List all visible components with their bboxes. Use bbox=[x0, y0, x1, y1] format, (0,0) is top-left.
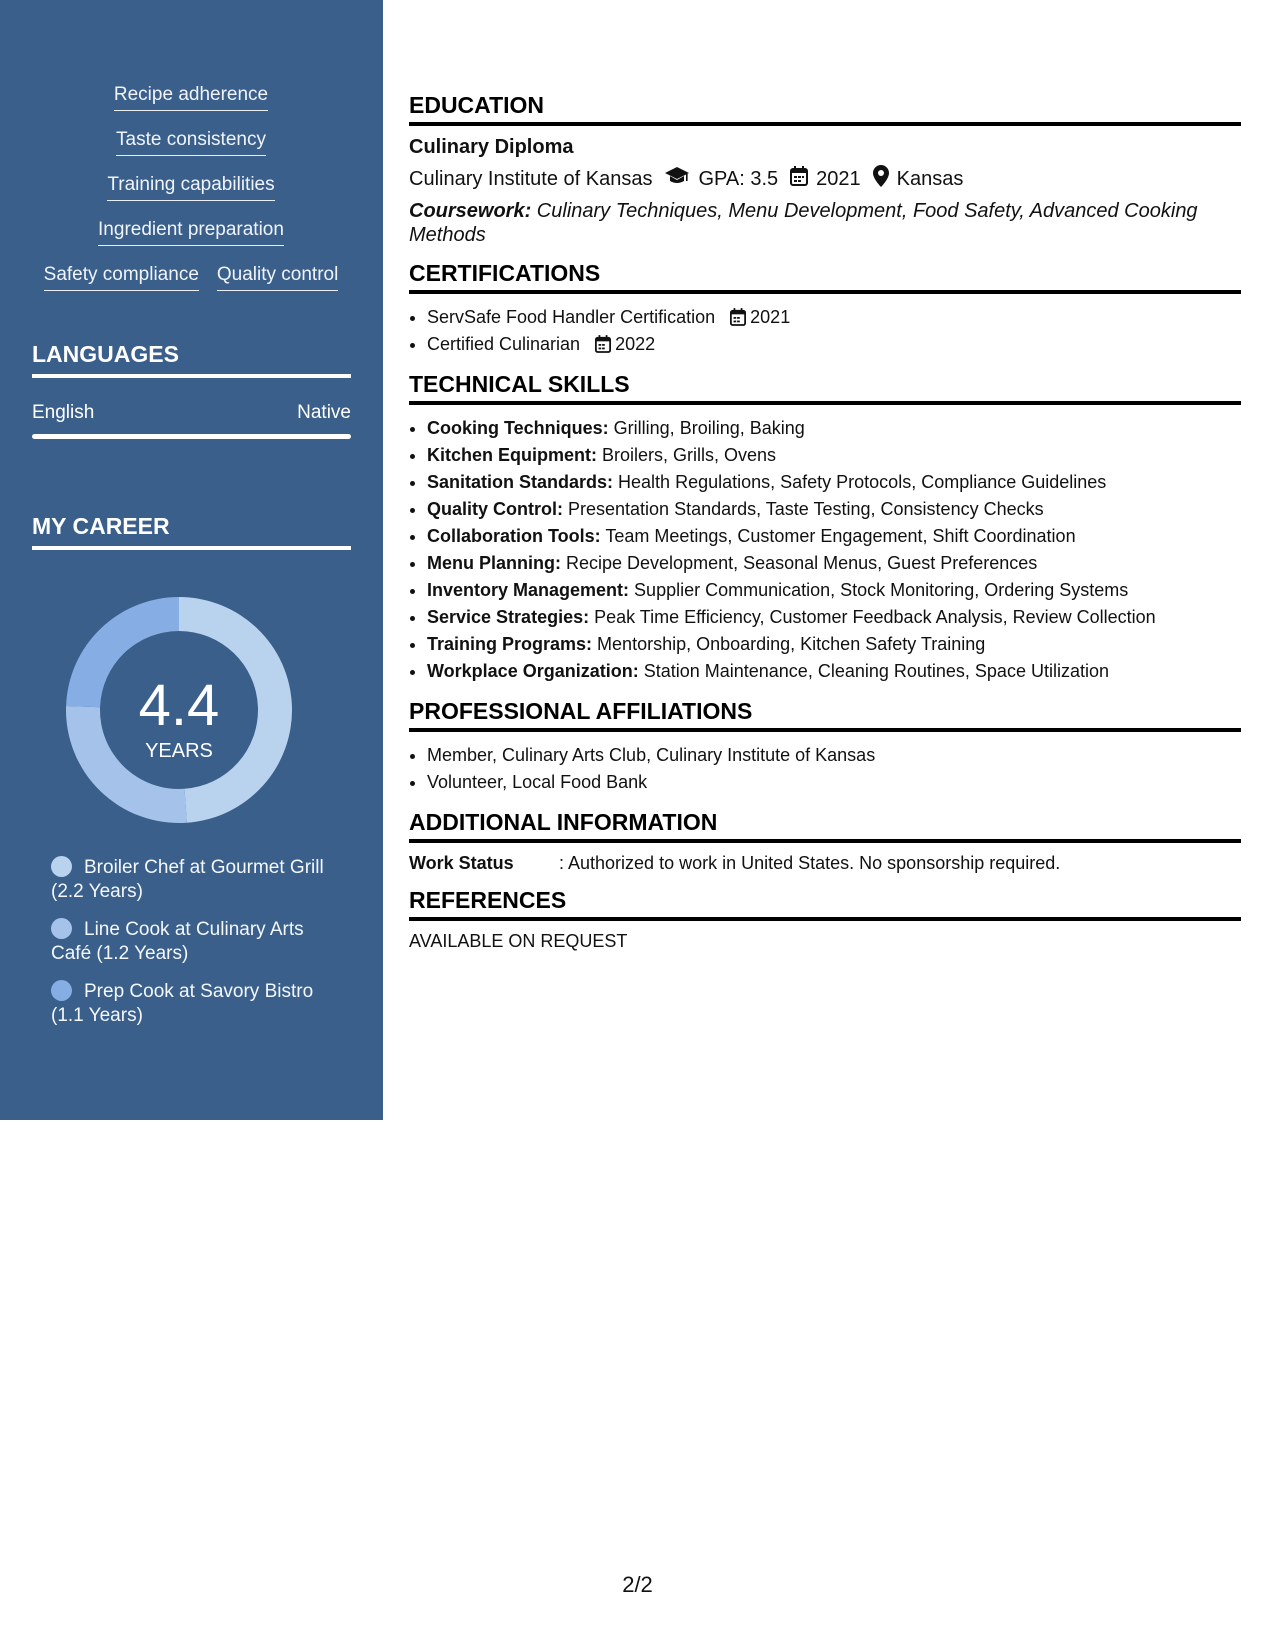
technical-skill-item bbox=[427, 469, 1241, 496]
skill-category: Kitchen Equipment: bbox=[427, 445, 597, 465]
career-dot bbox=[51, 918, 72, 939]
certification-year: 2021 bbox=[750, 307, 791, 327]
languages-heading: LANGUAGES bbox=[32, 341, 351, 378]
technical-skill-item bbox=[427, 550, 1241, 577]
certification-item bbox=[427, 304, 1241, 331]
career-heading: MY CAREER bbox=[32, 513, 351, 550]
skill-values: Mentorship, Onboarding, Kitchen Safety Training bbox=[592, 634, 986, 654]
skill-category: Inventory Management: bbox=[427, 580, 630, 600]
career-item bbox=[51, 918, 341, 966]
main-content bbox=[409, 92, 1241, 965]
work-status-label: Work Status bbox=[409, 853, 514, 873]
skill-tag: Ingredient preparation bbox=[98, 215, 284, 246]
affiliation-item: • Volunteer, Local Food Bank bbox=[427, 769, 1241, 796]
additional-info-section bbox=[409, 809, 1241, 874]
language-row bbox=[32, 402, 351, 424]
skill-tag: Recipe adherence bbox=[114, 80, 268, 111]
skill-category: Quality Control: bbox=[427, 499, 563, 519]
career-years-label: YEARS bbox=[145, 740, 213, 762]
career-item-text: Line Cook at Culinary Arts Café (1.2 Years) bbox=[51, 919, 304, 964]
skill-values: Team Meetings, Customer Engagement, Shift Coordination bbox=[600, 526, 1076, 546]
references-section bbox=[409, 887, 1241, 952]
certification-name: Certified Culinarian bbox=[427, 334, 581, 354]
skill-values: Presentation Standards, Taste Testing, Consistency Checks bbox=[563, 499, 1044, 519]
language-level: Native bbox=[297, 402, 351, 423]
technical-skill-item bbox=[427, 631, 1241, 658]
technical-skill-item bbox=[427, 577, 1241, 604]
affiliation-item: • Member, Culinary Arts Club, Culinary Institute of Kansas bbox=[427, 742, 1241, 769]
skill-tag: Training capabilities bbox=[107, 170, 274, 201]
references-heading: REFERENCES bbox=[409, 887, 1241, 921]
certifications-section bbox=[409, 260, 1241, 358]
skill-category: Sanitation Standards: bbox=[427, 472, 614, 492]
career-dot bbox=[51, 856, 72, 877]
certifications-heading: CERTIFICATIONS bbox=[409, 260, 1241, 294]
certification-item bbox=[427, 331, 1241, 358]
career-item bbox=[51, 980, 341, 1028]
additional-info-heading: ADDITIONAL INFORMATION bbox=[409, 809, 1241, 843]
work-status-row bbox=[409, 853, 1241, 874]
certification-name: ServSafe Food Handler Certification bbox=[427, 307, 716, 327]
references-text: AVAILABLE ON REQUEST bbox=[409, 931, 628, 951]
skill-values: Peak Time Efficiency, Customer Feedback Analysis, Review Collection bbox=[589, 607, 1156, 627]
location-pin-icon bbox=[873, 165, 889, 193]
calendar-icon bbox=[595, 335, 611, 353]
education-section bbox=[409, 92, 1241, 247]
career-item-text: Broiler Chef at Gourmet Grill (2.2 Years) bbox=[51, 857, 324, 902]
school-name: Culinary Institute of Kansas bbox=[409, 167, 653, 190]
education-heading: EDUCATION bbox=[409, 92, 1241, 126]
page-number: 2/2 bbox=[622, 1572, 653, 1597]
skill-tag: Quality control bbox=[217, 260, 338, 291]
certification-year: 2022 bbox=[615, 334, 656, 354]
coursework bbox=[409, 199, 1241, 247]
affiliations-section bbox=[409, 698, 1241, 796]
skill-category: Cooking Techniques: bbox=[427, 418, 609, 438]
coursework-label: Coursework: bbox=[409, 200, 532, 222]
technical-skill-item bbox=[427, 523, 1241, 550]
graduation-cap-icon bbox=[664, 166, 690, 192]
calendar-icon bbox=[730, 308, 746, 326]
skill-values: Supplier Communication, Stock Monitoring, Ordering Systems bbox=[629, 580, 1129, 600]
skill-category: Training Programs: bbox=[427, 634, 593, 654]
technical-skill-item bbox=[427, 658, 1241, 685]
school-location: Kansas bbox=[896, 167, 964, 190]
technical-skill-item bbox=[427, 415, 1241, 442]
skill-values: Recipe Development, Seasonal Menus, Guest Preferences bbox=[561, 553, 1038, 573]
skill-category: Workplace Organization: bbox=[427, 661, 639, 681]
technical-skills-heading: TECHNICAL SKILLS bbox=[409, 371, 1241, 405]
career-donut-chart bbox=[64, 595, 294, 825]
skill-values: Health Regulations, Safety Protocols, Compliance Guidelines bbox=[613, 472, 1107, 492]
language-proficiency-bar bbox=[32, 434, 351, 439]
language-name: English bbox=[32, 402, 95, 423]
skill-tag: Safety compliance bbox=[44, 260, 199, 291]
career-list bbox=[51, 856, 341, 1042]
skills-list bbox=[32, 80, 350, 305]
sidebar bbox=[0, 0, 383, 1120]
career-item-text: Prep Cook at Savory Bistro (1.1 Years) bbox=[51, 981, 314, 1026]
career-total-years: 4.4 bbox=[138, 673, 220, 738]
coursework-text: Culinary Techniques, Menu Development, Food Safety, Advanced Cooking Methods bbox=[409, 200, 1198, 246]
affiliations-heading: PROFESSIONAL AFFILIATIONS bbox=[409, 698, 1241, 732]
work-status-value: : Authorized to work in United States. No sponsorship required. bbox=[559, 853, 1061, 873]
skill-values: Grilling, Broiling, Baking bbox=[608, 418, 805, 438]
technical-skill-item bbox=[427, 496, 1241, 523]
skill-tag: Taste consistency bbox=[116, 125, 266, 156]
technical-skill-item bbox=[427, 442, 1241, 469]
skill-values: Broilers, Grills, Ovens bbox=[597, 445, 777, 465]
skill-category: Menu Planning: bbox=[427, 553, 561, 573]
skill-category: Collaboration Tools: bbox=[427, 526, 601, 546]
skill-category: Service Strategies: bbox=[427, 607, 590, 627]
technical-skill-item bbox=[427, 604, 1241, 631]
skill-values: Station Maintenance, Cleaning Routines, Space Utilization bbox=[638, 661, 1109, 681]
degree-title: Culinary Diploma bbox=[409, 136, 574, 158]
career-item bbox=[51, 856, 341, 904]
graduation-year: 2021 bbox=[816, 167, 861, 190]
calendar-icon bbox=[790, 166, 808, 192]
education-details bbox=[409, 165, 1241, 193]
gpa: GPA: 3.5 bbox=[698, 167, 779, 190]
career-dot bbox=[51, 980, 72, 1001]
technical-skills-section bbox=[409, 371, 1241, 685]
